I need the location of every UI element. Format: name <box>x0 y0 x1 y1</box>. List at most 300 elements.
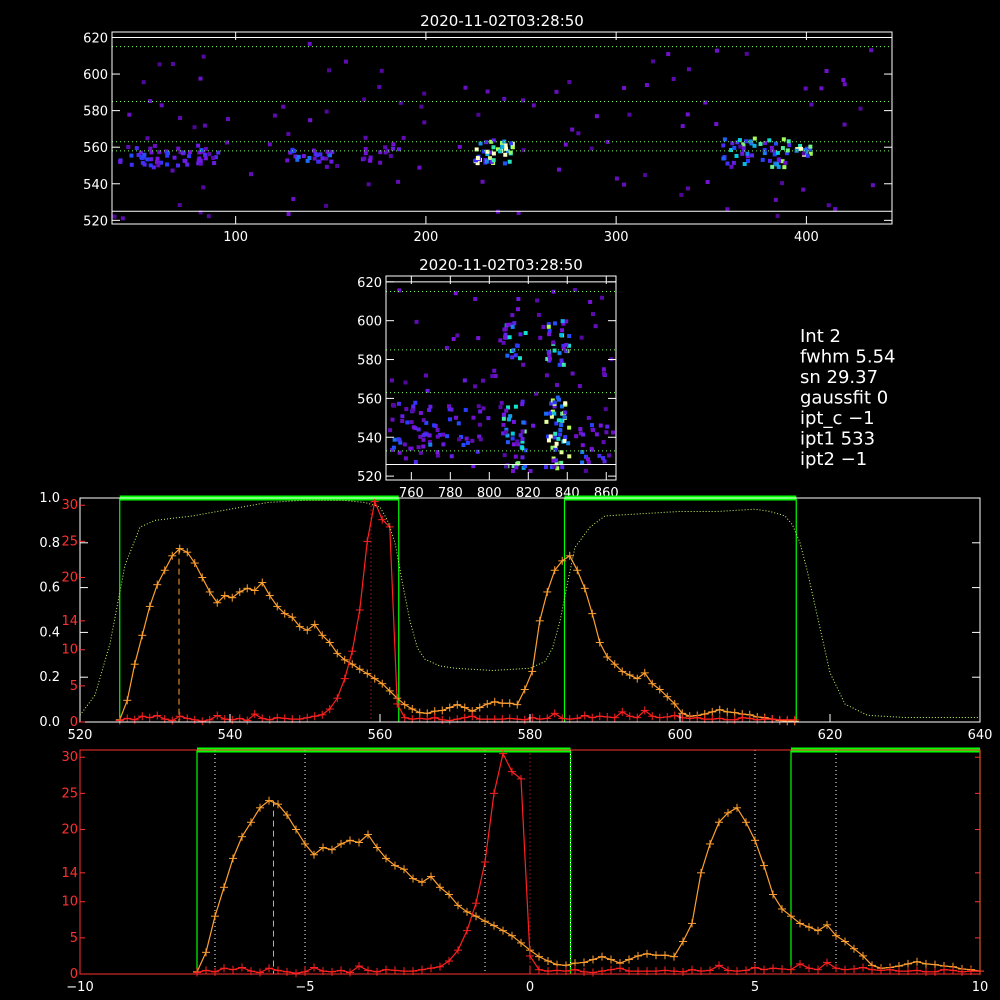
heat-pixel <box>742 148 746 152</box>
heat-pixel <box>547 354 551 358</box>
heat-pixel <box>212 161 216 165</box>
y-tick-label-red: 25 <box>61 534 78 550</box>
heat-pixel <box>511 145 515 149</box>
heat-pixel <box>422 120 426 124</box>
heat-pixel <box>504 465 508 469</box>
heat-pixel <box>492 158 496 162</box>
heat-pixel <box>514 353 518 357</box>
x-tick-label: 780 <box>437 486 463 501</box>
heat-pixel <box>391 142 395 146</box>
heat-pixel <box>377 85 381 89</box>
heat-pixel <box>436 454 440 458</box>
heat-pixel <box>799 147 803 151</box>
heat-pixel <box>590 423 594 427</box>
heat-pixel <box>498 338 502 342</box>
heat-pixel <box>476 113 480 117</box>
heat-pixel <box>809 102 813 106</box>
heat-pixel <box>604 407 608 411</box>
heat-pixel <box>843 123 847 127</box>
heat-pixel <box>783 161 787 165</box>
heat-pixel <box>729 165 733 169</box>
heat-pixel <box>522 148 526 152</box>
heat-pixel <box>397 288 401 292</box>
heat-pixel <box>492 151 496 155</box>
y-tick-label-red: 30 <box>61 498 78 514</box>
heat-pixel <box>672 77 676 81</box>
heat-pixel <box>486 90 490 94</box>
heat-pixel <box>481 180 485 184</box>
x-tick-label: 520 <box>67 728 93 743</box>
heat-pixel <box>753 137 757 141</box>
heat-pixel <box>203 124 207 128</box>
y-tick-label: 560 <box>357 392 382 408</box>
heat-pixel <box>520 446 524 450</box>
heat-pixel <box>553 321 557 325</box>
heat-pixel <box>324 204 328 208</box>
heat-pixel <box>521 429 525 433</box>
heat-pixel <box>557 418 561 422</box>
heat-pixel <box>463 86 467 90</box>
heat-pixel <box>604 430 608 434</box>
heat-pixel <box>558 351 562 355</box>
y-tick-label-red: 5 <box>69 930 78 946</box>
heat-pixel <box>327 68 331 72</box>
x-tick-label: 0 <box>525 980 535 995</box>
heat-pixel <box>594 324 598 328</box>
heat-pixel <box>714 122 718 126</box>
heat-pixel <box>421 438 425 442</box>
heat-pixel <box>171 62 175 66</box>
heat-pixel <box>400 414 404 418</box>
heat-pixel <box>461 443 465 447</box>
info-line: ipt_c −1 <box>800 408 875 429</box>
heat-pixel <box>519 433 523 437</box>
heat-pixel <box>392 446 396 450</box>
heat-pixel <box>148 147 152 151</box>
heat-pixel <box>553 349 557 353</box>
heat-pixel <box>561 319 565 323</box>
heat-pixel <box>145 136 149 140</box>
heat-pixel <box>476 336 480 340</box>
heat-pixel <box>501 423 505 427</box>
heat-pixel <box>367 182 371 186</box>
heat-pixel <box>502 413 506 417</box>
heat-pixel <box>510 355 514 359</box>
heat-pixel <box>564 319 568 323</box>
heat-pixel <box>703 101 707 105</box>
heat-pixel <box>378 161 382 165</box>
heat-pixel <box>715 49 719 53</box>
heat-pixel <box>249 172 253 176</box>
heat-pixel <box>752 144 756 148</box>
heat-pixel <box>143 163 147 167</box>
y-tick-label-red: 10 <box>61 894 78 910</box>
x-tick-label: 540 <box>217 728 243 743</box>
heat-pixel <box>199 148 203 152</box>
heat-pixel <box>574 434 578 438</box>
heat-pixel <box>566 441 570 445</box>
heat-pixel <box>725 207 729 211</box>
heat-pixel <box>782 137 786 141</box>
heat-pixel <box>801 188 805 192</box>
heat-pixel <box>306 159 310 163</box>
heat-pixel <box>503 153 507 157</box>
heat-pixel <box>308 42 312 46</box>
heat-pixel <box>651 59 655 63</box>
heat-pixel <box>721 143 725 147</box>
y-tick-label-red: 0 <box>69 715 78 730</box>
heat-pixel <box>521 420 525 424</box>
heat-pixel <box>524 331 528 335</box>
heat-pixel <box>750 153 754 157</box>
heat-pixel <box>226 117 230 121</box>
heat-pixel <box>404 407 408 411</box>
heat-pixel <box>607 453 611 457</box>
heat-pixel <box>486 416 490 420</box>
heat-pixel <box>774 198 778 202</box>
heat-pixel <box>686 112 690 116</box>
heat-pixel <box>770 165 774 169</box>
heat-pixel <box>591 428 595 432</box>
heat-pixel <box>392 404 396 408</box>
x-tick-label: 5 <box>750 980 760 995</box>
heat-pixel <box>318 152 322 156</box>
heat-pixel <box>725 161 729 165</box>
heat-pixel <box>622 183 626 187</box>
y-tick-label-white: 1.0 <box>39 491 60 506</box>
heat-pixel <box>197 158 201 162</box>
heat-pixel <box>149 163 153 167</box>
y-tick-label-red: 20 <box>61 570 78 586</box>
heat-pixel <box>560 465 564 469</box>
heat-pixel <box>587 416 591 420</box>
heat-pixel <box>600 296 604 300</box>
heat-pixel <box>176 163 180 167</box>
info-line: ipt1 533 <box>800 428 876 450</box>
heat-pixel <box>511 325 515 329</box>
heat-pixel <box>410 420 414 424</box>
heat-pixel <box>767 138 771 142</box>
heat-pixel <box>508 160 512 164</box>
heat-pixel <box>555 442 559 446</box>
heat-pixel <box>514 465 518 469</box>
heat-pixel <box>806 154 810 158</box>
heat-pixel <box>502 328 506 332</box>
info-line: Int 2 <box>800 326 841 347</box>
heat-pixel <box>777 159 781 163</box>
heat-pixel <box>666 52 670 56</box>
heat-pixel <box>328 153 332 157</box>
heat-pixel <box>547 325 551 329</box>
heat-pixel <box>504 409 508 413</box>
heat-pixel <box>187 154 191 158</box>
y-tick-label: 580 <box>357 353 382 369</box>
heat-pixel <box>505 354 509 358</box>
x-tick-label: 200 <box>413 230 439 245</box>
heat-pixel <box>518 356 522 360</box>
heat-pixel <box>745 52 749 56</box>
heat-pixel <box>780 181 784 185</box>
heat-pixel <box>515 462 519 466</box>
y-tick-label: 620 <box>357 275 382 291</box>
heat-pixel <box>329 160 333 164</box>
heat-pixel <box>544 465 548 469</box>
panel-title: 2020-11-02T03:28:50 <box>420 12 584 30</box>
heat-pixel <box>268 142 272 146</box>
heat-pixel <box>127 113 131 117</box>
heat-pixel <box>645 83 649 87</box>
heat-pixel <box>422 92 426 96</box>
heat-pixel <box>563 435 567 439</box>
heat-pixel <box>504 147 508 151</box>
heat-pixel <box>508 335 512 339</box>
heat-pixel <box>627 113 631 117</box>
heat-pixel <box>580 336 584 340</box>
heat-pixel <box>491 145 495 149</box>
heat-pixel <box>571 372 575 376</box>
heat-pixel <box>183 159 187 163</box>
heat-pixel <box>428 433 432 437</box>
y-tick-label: 580 <box>83 104 108 120</box>
heat-pixel <box>514 455 518 459</box>
heat-pixel <box>557 398 561 402</box>
heat-pixel <box>570 128 574 132</box>
heat-pixel <box>364 136 368 140</box>
heat-pixel <box>482 150 486 154</box>
x-tick-label: 640 <box>967 728 993 743</box>
heat-pixel <box>498 405 502 409</box>
heat-pixel <box>770 146 774 150</box>
info-line: fwhm 5.54 <box>800 346 896 368</box>
heat-pixel <box>397 402 401 406</box>
heat-pixel <box>504 430 508 434</box>
heat-pixel <box>477 404 481 408</box>
heat-pixel <box>586 457 590 461</box>
heat-pixel <box>555 383 559 387</box>
heat-pixel <box>281 105 285 109</box>
heat-pixel <box>602 367 606 371</box>
heat-pixel <box>552 465 556 469</box>
heat-pixel <box>286 132 290 136</box>
heat-pixel <box>580 461 584 465</box>
heat-pixel <box>388 428 392 432</box>
heat-pixel <box>225 140 229 144</box>
heat-pixel <box>745 152 749 156</box>
heat-pixel <box>622 86 626 90</box>
heat-pixel <box>578 384 582 388</box>
heat-pixel <box>171 169 175 173</box>
heat-pixel <box>165 163 169 167</box>
heat-pixel <box>535 299 539 303</box>
heat-pixel <box>514 405 518 409</box>
heat-pixel <box>466 441 470 445</box>
info-line: gaussfit 0 <box>800 387 889 409</box>
heat-pixel <box>511 436 515 440</box>
heat-pixel <box>158 62 162 66</box>
heat-pixel <box>185 163 189 167</box>
heat-pixel <box>723 137 727 141</box>
x-tick-label: 560 <box>367 728 393 743</box>
y-tick-label-red: 14 <box>61 865 78 881</box>
heat-pixel <box>537 313 541 317</box>
heat-pixel <box>314 152 318 156</box>
heat-pixel <box>476 156 480 160</box>
heat-pixel <box>557 168 561 172</box>
heat-pixel <box>424 373 428 377</box>
heat-pixel <box>803 148 807 152</box>
heat-pixel <box>584 469 588 473</box>
y-tick-label-red: 25 <box>61 786 78 802</box>
heat-pixel <box>121 216 125 220</box>
heat-pixel <box>510 313 514 317</box>
y-tick-label: 540 <box>357 431 382 447</box>
heat-pixel <box>450 454 454 458</box>
heat-pixel <box>551 340 555 344</box>
heat-pixel <box>544 420 548 424</box>
heat-pixel <box>118 160 122 164</box>
y-tick-label: 600 <box>357 314 382 330</box>
heat-pixel <box>553 432 557 436</box>
heat-pixel <box>518 332 522 336</box>
heat-pixel <box>441 433 445 437</box>
heat-pixel <box>325 110 329 114</box>
y-tick-label: 540 <box>83 177 108 193</box>
heat-pixel <box>560 328 564 332</box>
heat-pixel <box>428 405 432 409</box>
heat-pixel <box>528 469 532 473</box>
heat-pixel <box>595 114 599 118</box>
heat-pixel <box>389 154 393 158</box>
heat-pixel <box>166 151 170 155</box>
heat-pixel <box>126 145 130 149</box>
heat-pixel <box>479 437 483 441</box>
heat-pixel <box>432 423 436 427</box>
heat-pixel <box>732 161 736 165</box>
heat-pixel <box>408 447 412 451</box>
heat-pixel <box>576 131 580 135</box>
y-tick-label-red: 14 <box>61 613 78 629</box>
heat-pixel <box>160 103 164 107</box>
heat-pixel <box>368 158 372 162</box>
heat-pixel <box>390 378 394 382</box>
heat-pixel <box>738 145 742 149</box>
heat-pixel <box>516 344 520 348</box>
heat-pixel <box>567 80 571 84</box>
heat-pixel <box>421 444 425 448</box>
heat-pixel <box>643 173 647 177</box>
heat-pixel <box>142 80 146 84</box>
heat-pixel <box>362 98 366 102</box>
heat-pixel <box>481 406 485 410</box>
heat-pixel <box>156 163 160 167</box>
panel-title: 2020-11-02T03:28:50 <box>419 256 583 274</box>
y-tick-label: 600 <box>83 68 108 84</box>
heat-pixel <box>502 417 506 421</box>
heat-pixel <box>544 412 548 416</box>
heat-pixel <box>454 416 458 420</box>
heat-pixel <box>402 136 406 140</box>
heat-pixel <box>201 185 205 189</box>
heat-pixel <box>532 103 536 107</box>
heat-pixel <box>436 435 440 439</box>
x-tick-label: 840 <box>554 486 580 501</box>
heat-pixel <box>503 161 507 165</box>
heat-pixel <box>494 374 498 378</box>
heat-pixel <box>500 401 504 405</box>
heat-pixel <box>581 443 585 447</box>
heat-pixel <box>182 150 186 154</box>
heat-pixel <box>786 148 790 152</box>
heat-pixel <box>176 147 180 151</box>
heat-pixel <box>464 408 468 412</box>
heat-pixel <box>588 300 592 304</box>
heat-pixel <box>405 420 409 424</box>
heat-pixel <box>776 214 780 218</box>
heat-pixel <box>833 207 837 211</box>
heat-pixel <box>559 359 563 363</box>
heat-pixel <box>422 418 426 422</box>
heat-pixel <box>445 434 449 438</box>
heat-pixel <box>419 105 423 109</box>
x-tick-label: 620 <box>817 728 843 743</box>
x-tick-label: 580 <box>517 728 543 743</box>
heat-pixel <box>362 157 366 161</box>
y-tick-label-red: 0 <box>69 967 78 982</box>
heat-pixel <box>603 459 607 463</box>
heat-pixel <box>687 67 691 71</box>
heat-pixel <box>273 114 277 118</box>
heat-pixel <box>858 107 862 111</box>
x-tick-label: 400 <box>793 230 819 245</box>
heat-pixel <box>448 417 452 421</box>
heat-pixel <box>458 145 462 149</box>
heat-pixel <box>412 425 416 429</box>
heat-pixel <box>178 203 182 207</box>
heat-pixel <box>398 438 402 442</box>
heat-pixel <box>449 408 453 412</box>
x-tick-label: 820 <box>515 486 541 501</box>
heat-pixel <box>503 335 507 339</box>
heat-pixel <box>505 323 509 327</box>
heat-pixel <box>403 380 407 384</box>
heat-pixel <box>553 435 557 439</box>
heat-pixel <box>553 400 557 404</box>
heat-pixel <box>681 124 685 128</box>
heat-pixel <box>419 411 423 415</box>
heat-pixel <box>763 148 767 152</box>
heat-pixel <box>768 159 772 163</box>
heat-pixel <box>825 69 829 73</box>
heat-pixel <box>325 165 329 169</box>
heat-pixel <box>202 55 206 59</box>
heat-pixel <box>548 412 552 416</box>
heat-pixel <box>316 160 320 164</box>
y-tick-label-white: 0.2 <box>39 670 60 686</box>
heat-pixel <box>344 60 348 64</box>
heat-pixel <box>404 456 408 460</box>
heat-pixel <box>759 142 763 146</box>
heat-pixel <box>581 433 585 437</box>
heat-pixel <box>567 454 571 458</box>
heat-pixel <box>313 157 317 161</box>
x-tick-label: −10 <box>66 980 94 995</box>
heat-pixel <box>516 297 520 301</box>
heat-pixel <box>567 426 571 430</box>
heat-pixel <box>291 197 295 201</box>
heat-pixel <box>516 307 520 311</box>
heat-pixel <box>324 157 328 161</box>
heat-pixel <box>732 146 736 150</box>
